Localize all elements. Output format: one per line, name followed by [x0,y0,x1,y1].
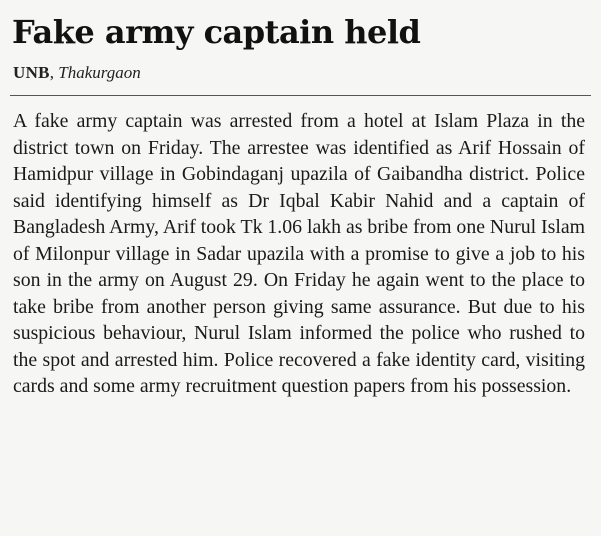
headline: Fake army captain held [12,13,421,51]
byline-location: Thakurgaon [58,63,141,82]
byline [13,60,141,86]
byline-agency: UNB [13,63,50,82]
article-body: A fake army captain was arrested from a hotel at Islam Plaza in the district town on Friday. The arrestee was identified as Arif Hossain of Hamidpur village in Gobindaganj upazila of Gaibandha district. Police said identifying himself as Dr Iqbal Kabir Nahid and a captain of Bangladesh Army, Arif took Tk 1.06 lakh as bribe from one Nurul Islam of Milonpur village in Sadar upazila with a promise to give a job to his son in the army on August 29. On Friday he again went to the place to take bribe from another person giving same assurance. But due to his suspicious behaviour, Nurul Islam informed the police who rushed to the spot and arrested him. Police recovered a fake identity card, visiting cards and some army recruitment question papers from his possession. [13,110,585,397]
divider [10,95,591,96]
byline-separator: , [49,63,59,82]
